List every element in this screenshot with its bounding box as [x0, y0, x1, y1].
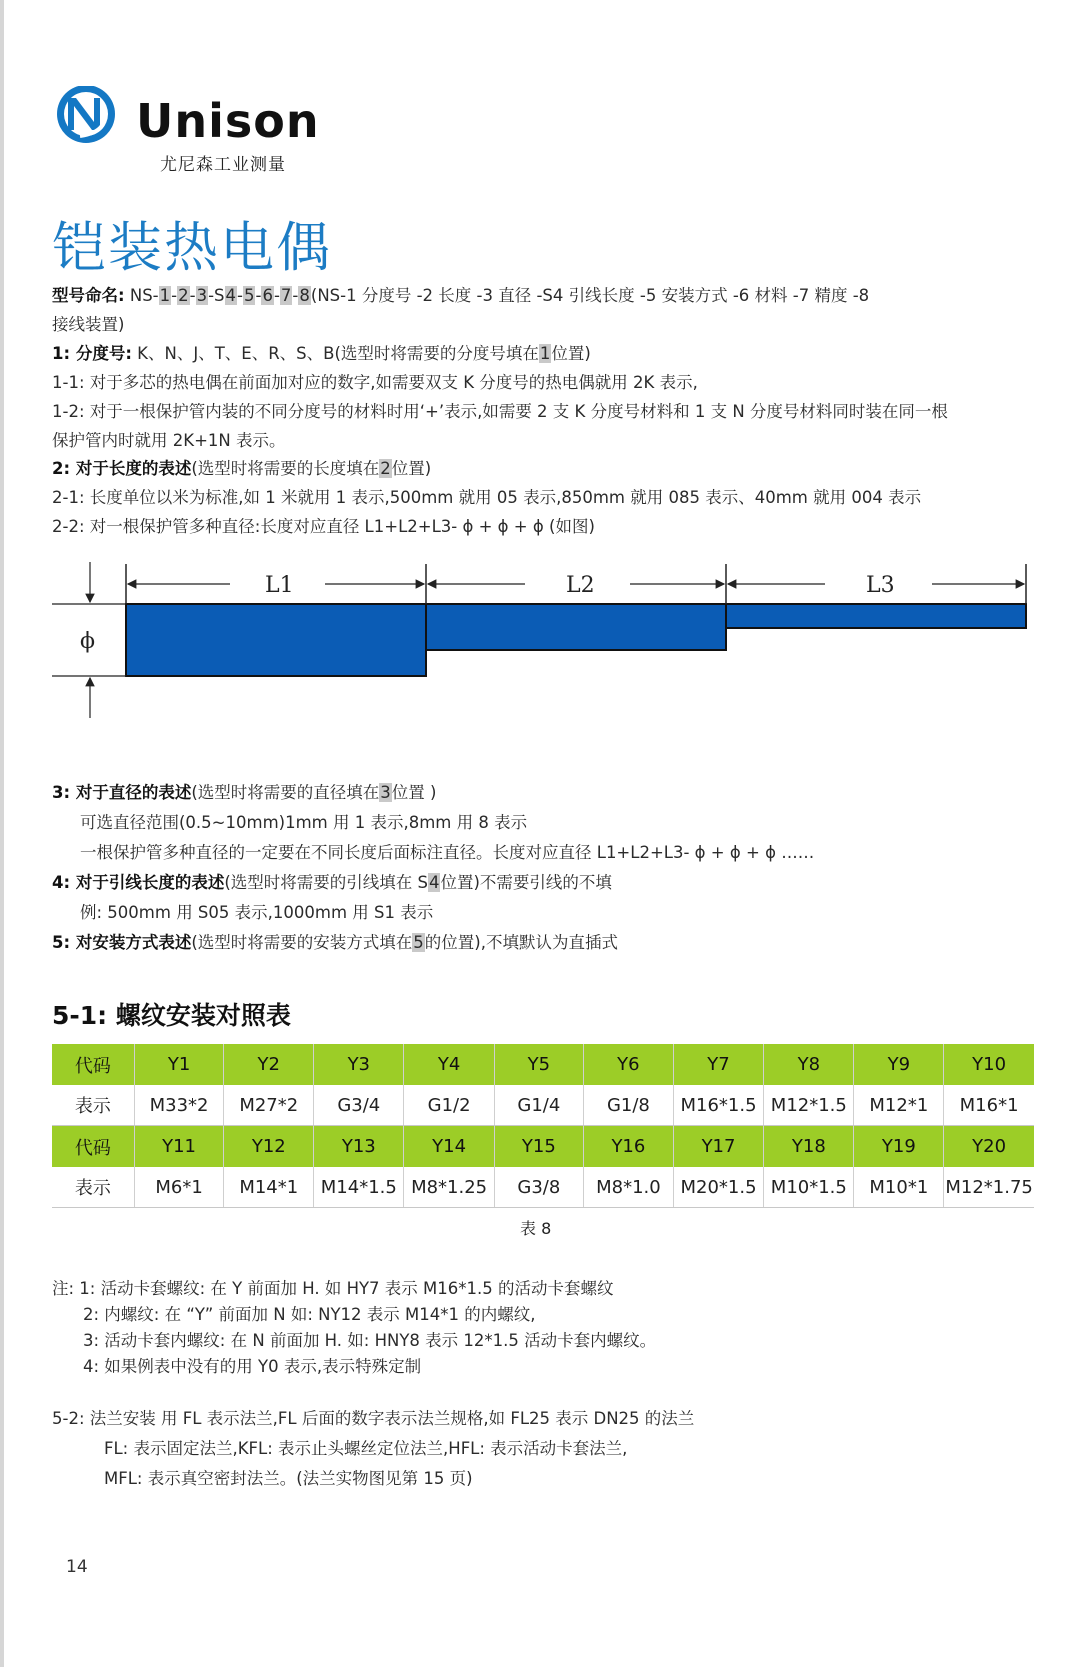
segment-l3	[726, 604, 1026, 628]
model-desc-cont: 接线装置)	[52, 315, 125, 334]
table-cell: Y1	[134, 1044, 224, 1085]
page-edge-line	[0, 0, 4, 1667]
table-cell: M8*1.25	[404, 1167, 494, 1208]
sec1-heading: 1: 分度号: K、N、J、T、E、R、S、B(选型时将需要的分度号填在1位置)	[52, 344, 591, 363]
note-2: 2: 内螺纹: 在 “Y” 前面加 N 如: NY12 表示 M14*1 的内螺纹,	[83, 1305, 536, 1324]
page-title: 铠装热电偶	[52, 216, 332, 279]
table-cell: M12*1.75	[944, 1167, 1034, 1208]
label-l1: L1	[265, 573, 294, 598]
table-header-row	[52, 1126, 1034, 1168]
flange-line-3: MFL: 表示真空密封法兰。(法兰实物图见第 15 页)	[104, 1469, 473, 1488]
model-line	[52, 286, 869, 306]
table-cell: M8*1.0	[583, 1167, 673, 1208]
sec3-heading: 3: 对于直径的表述(选型时将需要的直径填在3位置 )	[52, 783, 437, 802]
table-row	[52, 1085, 1034, 1126]
table-cell: Y17	[673, 1126, 763, 1168]
sec2-line-1: 2-1: 长度单位以米为标准,如 1 米就用 1 表示,500mm 就用 05 表示,850mm 就用 085 表示、40mm 就用 004 表示	[52, 488, 922, 507]
table-cell: Y10	[944, 1044, 1034, 1085]
table-cell: G1/2	[404, 1085, 494, 1126]
table-cell: Y14	[404, 1126, 494, 1168]
segment-l1	[126, 604, 426, 676]
sec2-heading: 2: 对于长度的表述(选型时将需要的长度填在2位置)	[52, 459, 432, 478]
table-cell: M16*1.5	[673, 1085, 763, 1126]
table-cell: 表示	[52, 1085, 134, 1126]
table-cell: M10*1.5	[764, 1167, 854, 1208]
table-cell: Y4	[404, 1044, 494, 1085]
table-cell: M12*1.5	[764, 1085, 854, 1126]
table-cell: M33*2	[134, 1085, 224, 1126]
model-code: NS-1-2-3-S4-5-6-7-8	[129, 286, 310, 305]
flange-line-2: FL: 表示固定法兰,KFL: 表示止头螺丝定位法兰,HFL: 表示活动卡套法兰,	[104, 1439, 628, 1458]
sec1-line-1: 1-1: 对于多芯的热电偶在前面加对应的数字,如需要双支 K 分度号的热电偶就用 2K 表示,	[52, 373, 698, 392]
segment-l2	[426, 604, 726, 650]
table-cell: G3/4	[314, 1085, 404, 1126]
model-label: 型号命名:	[52, 286, 125, 305]
thread-table-title: 5-1: 螺纹安装对照表	[52, 1001, 291, 1030]
table-cell: Y19	[854, 1126, 944, 1168]
sec4-heading: 4: 对于引线长度的表述(选型时将需要的引线填在 S4位置)不需要引线的不填	[52, 873, 612, 892]
table-cell: Y13	[314, 1126, 404, 1168]
table-cell: 表示	[52, 1167, 134, 1208]
table-cell: Y20	[944, 1126, 1034, 1168]
sec3-line-1: 可选直径范围(0.5~10mm)1mm 用 1 表示,8mm 用 8 表示	[80, 813, 528, 832]
table-header-row	[52, 1044, 1034, 1085]
table-cell: M20*1.5	[673, 1167, 763, 1208]
table-cell: 代码	[52, 1126, 134, 1168]
sec2-line-2: 2-2: 对一根保护管多种直径:长度对应直径 L1+L2+L3- ϕ + ϕ + ϕ (如图)	[52, 517, 595, 536]
table-cell: Y18	[764, 1126, 854, 1168]
label-l3: L3	[866, 573, 895, 598]
table-cell: M6*1	[134, 1167, 224, 1208]
note-4: 4: 如果例表中没有的用 Y0 表示,表示特殊定制	[83, 1357, 422, 1376]
table-cell: 代码	[52, 1044, 134, 1085]
table-cell: G3/8	[494, 1167, 583, 1208]
sec3-line-2: 一根保护管多种直径的一定要在不同长度后面标注直径。长度对应直径 L1+L2+L3- ϕ + ϕ + ϕ ……	[80, 843, 815, 862]
table-cell: Y16	[583, 1126, 673, 1168]
thread-table	[52, 1044, 1034, 1208]
table-cell: M27*2	[224, 1085, 314, 1126]
table-cell: Y12	[224, 1126, 314, 1168]
table-cell: Y11	[134, 1126, 224, 1168]
table-cell: Y8	[764, 1044, 854, 1085]
table-cell: Y7	[673, 1044, 763, 1085]
table-cell: M10*1	[854, 1167, 944, 1208]
sec1-line-2a: 1-2: 对于一根保护管内装的不同分度号的材料时用‘+’表示,如需要 2 支 K 分度号材料和 1 支 N 分度号材料同时装在同一根	[52, 402, 948, 421]
table-cell: Y2	[224, 1044, 314, 1085]
note-3: 3: 活动卡套内螺纹: 在 N 前面加 H. 如: HNY8 表示 12*1.5 活动卡套内螺纹。	[83, 1331, 657, 1350]
table-row	[52, 1167, 1034, 1208]
length-diameter-diagram	[0, 560, 1080, 740]
table-cell: Y6	[583, 1044, 673, 1085]
table-cell: Y3	[314, 1044, 404, 1085]
brand-name: Unison	[136, 94, 320, 148]
sec4-line-1: 例: 500mm 用 S05 表示,1000mm 用 S1 表示	[80, 903, 434, 922]
brand-subtitle: 尤尼森工业测量	[160, 155, 286, 175]
flange-line-1: 5-2: 法兰安装 用 FL 表示法兰,FL 后面的数字表示法兰规格,如 FL25 表示 DN25 的法兰	[52, 1409, 695, 1428]
table-cell: M14*1.5	[314, 1167, 404, 1208]
table-cell: M16*1	[944, 1085, 1034, 1126]
sec1-line-2b: 保护管内时就用 2K+1N 表示。	[52, 431, 286, 450]
table-cell: Y9	[854, 1044, 944, 1085]
page-number: 14	[66, 1557, 88, 1577]
table-cell: M14*1	[224, 1167, 314, 1208]
note-1: 注: 1: 活动卡套螺纹: 在 Y 前面加 H. 如 HY7 表示 M16*1.5 的活动卡套螺纹	[52, 1279, 614, 1298]
table-cell: G1/8	[583, 1085, 673, 1126]
label-l2: L2	[566, 573, 595, 598]
table-cell: G1/4	[494, 1085, 583, 1126]
table-cell: Y5	[494, 1044, 583, 1085]
phi-label: ϕ	[80, 629, 95, 654]
model-desc: (NS-1 分度号 -2 长度 -3 直径 -S4 引线长度 -5 安装方式 -6 材料 -7 精度 -8	[310, 286, 870, 305]
table-cell: Y15	[494, 1126, 583, 1168]
table-cell: M12*1	[854, 1085, 944, 1126]
table-caption: 表 8	[520, 1219, 552, 1238]
sec5-heading: 5: 对安装方式表述(选型时将需要的安装方式填在5的位置),不填默认为直插式	[52, 933, 618, 952]
